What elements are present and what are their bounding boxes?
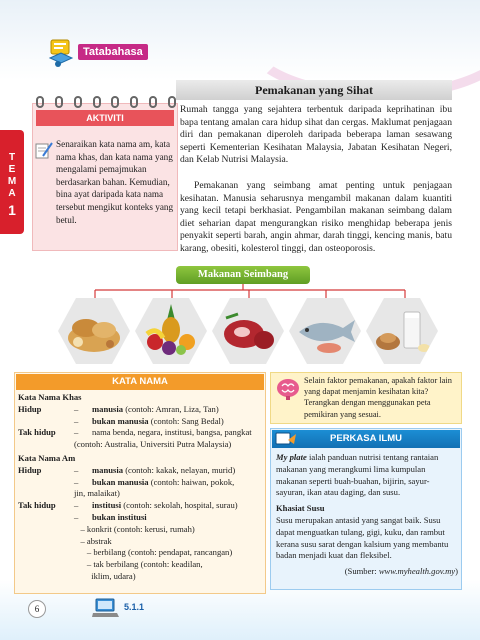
row-label: Tak hidup bbox=[18, 427, 56, 438]
row-dash: – bbox=[74, 415, 79, 426]
tatabahasa-chip: Tatabahasa bbox=[78, 44, 148, 60]
page-number: 6 bbox=[28, 600, 46, 618]
row-dash: – bbox=[74, 464, 79, 475]
kata-nama-row bbox=[18, 559, 264, 571]
brain-icon bbox=[276, 378, 300, 400]
kata-nama-row bbox=[18, 465, 264, 477]
row-dash: – bbox=[74, 500, 79, 511]
source-suffix: ) bbox=[455, 566, 458, 577]
fruits-image bbox=[135, 298, 207, 364]
tab-letter: A bbox=[8, 188, 16, 199]
row-text bbox=[92, 512, 147, 524]
row-text bbox=[74, 488, 120, 500]
row-dash: – bbox=[74, 511, 79, 522]
dairy-nuts-image bbox=[366, 298, 438, 364]
khasiat-susu-title: Khasiat Susu bbox=[276, 503, 325, 514]
row-text bbox=[74, 547, 232, 559]
row-term: manusia bbox=[92, 464, 124, 475]
tema-side-tab bbox=[0, 130, 24, 234]
row-text bbox=[74, 524, 195, 536]
row-example: (contoh: Sang Bedal) bbox=[148, 415, 224, 426]
kata-nama-row bbox=[18, 404, 264, 416]
row-example: jin, malaikat) bbox=[74, 488, 120, 499]
meat-image bbox=[212, 298, 284, 364]
row-dash: – bbox=[74, 427, 79, 438]
kata-nama-khas-title: Kata Nama Khas bbox=[18, 392, 82, 402]
row-example: (contoh: kakak, nelayan, murid) bbox=[123, 464, 236, 475]
row-text bbox=[74, 536, 112, 548]
laptop-icon bbox=[92, 596, 120, 620]
row-text bbox=[92, 416, 224, 428]
kata-nama-row bbox=[18, 571, 264, 583]
row-example: nama benda, negara, institusi, bangsa, pangkat bbox=[92, 427, 252, 438]
perkasa-ilmu-content bbox=[276, 452, 458, 582]
source-prefix: (Sumber: bbox=[344, 566, 379, 577]
kata-nama-row bbox=[18, 477, 264, 489]
row-example: – tak berbilang (contoh: keadilan, bbox=[74, 559, 203, 570]
tab-letter: T bbox=[8, 152, 16, 163]
row-example: (contoh: haiwan, pokok, bbox=[148, 476, 235, 487]
kata-nama-content bbox=[18, 392, 264, 583]
row-text bbox=[92, 465, 235, 477]
balanced-diet-label: Makanan Seimbang bbox=[176, 266, 310, 284]
row-term: institusi bbox=[92, 500, 122, 511]
row-term: manusia bbox=[92, 403, 124, 414]
row-term: bukan manusia bbox=[92, 415, 149, 426]
row-example: – berbilang (contoh: pendapat, rancangan) bbox=[74, 547, 233, 558]
thinking-note-text: Selain faktor pemakanan, apakah faktor lain yang dapat menjamin kesihatan kita? Terangkan dengan menggunakan peta pemikiran yang sesuai. bbox=[304, 376, 452, 419]
perkasa-ilmu-heading: PERKASA ILMU bbox=[272, 430, 460, 448]
row-dash: – bbox=[74, 403, 79, 414]
section-title: Pemakanan yang Sihat bbox=[176, 80, 452, 100]
activity-text: Senaraikan kata nama am, kata nama khas, dan kata nama yang mengalami pemajmukan berdasarkan bahan. Kemudian, bina ayat daripada kata nama tersebut mengikut konteks yang betul. bbox=[56, 139, 174, 225]
kata-nama-row bbox=[18, 427, 264, 439]
khasiat-susu-text: Susu merupakan antasid yang sangat baik. Susu dapat menguatkan tulang, gigi, kuku, dan rambut kerana susu sarat dengan kalsium yang membantu badan menjadi kuat dan fleksibel. bbox=[276, 514, 449, 561]
tab-number: 1 bbox=[8, 202, 16, 218]
row-label: Hidup bbox=[18, 464, 42, 475]
kata-nama-row bbox=[18, 536, 264, 548]
kata-nama-row bbox=[18, 439, 264, 451]
tab-letter: E bbox=[8, 164, 16, 175]
kata-nama-row bbox=[18, 500, 264, 512]
paragraph: Rumah tangga yang sejahtera terbentuk daripada keprihatinan ibu bapa tentang amalan cara hidup sihat dan cergas. Maklumat penjagaan diri dan pemakanan diperoleh daripada beberapa laman sesawang seperti Kementerian Kesihatan Malaysia, Jabatan Kesihatan Negeri, dan Kelab Nutrisi Malaysia. bbox=[180, 104, 452, 166]
kata-nama-row bbox=[18, 488, 264, 500]
row-example: (contoh: sekolah, hospital, surau) bbox=[121, 500, 238, 511]
kata-nama-row bbox=[18, 416, 264, 428]
row-text bbox=[92, 427, 252, 439]
row-label: Tak hidup bbox=[18, 500, 56, 511]
tab-letter: M bbox=[7, 176, 17, 187]
row-text bbox=[74, 439, 231, 451]
source-citation bbox=[276, 566, 458, 578]
row-example: (contoh: Australia, Universiti Putra Malaysia) bbox=[74, 439, 232, 450]
row-example: iklim, udara) bbox=[74, 570, 136, 581]
row-example: – abstrak bbox=[74, 535, 112, 546]
knowledge-icon bbox=[274, 430, 298, 448]
row-text bbox=[92, 477, 234, 489]
row-text bbox=[74, 571, 136, 583]
row-label: Hidup bbox=[18, 403, 42, 414]
paragraph: Pemakanan yang seimbang amat penting untuk penjagaan kesihatan. Manusia seharusnya mengambil makanan dalam kuantiti yang kecil tetapi berkhasiat. Pengambilan makanan seimbang dalam diet seharian dapat mengurangkan risiko menghidap beberapa jenis penyakit seperti barah, angin ahmar, darah tinggi, kencing manis, batu karang, obesiti, kolesterol tinggi, dan osteoporosis. bbox=[180, 180, 452, 254]
row-text bbox=[92, 404, 219, 416]
kata-nama-heading: KATA NAMA bbox=[16, 374, 264, 390]
activity-heading: AKTIVITI bbox=[36, 110, 174, 126]
learning-standard-code: 5.1.1 bbox=[124, 602, 145, 612]
writing-hand-icon bbox=[34, 140, 54, 160]
kata-nama-row bbox=[18, 512, 264, 524]
row-text bbox=[92, 500, 238, 512]
kata-nama-am-title: Kata Nama Am bbox=[18, 452, 76, 463]
my-plate-paragraph bbox=[276, 452, 458, 499]
kata-nama-row bbox=[18, 524, 264, 536]
my-plate-term: My plate bbox=[276, 452, 307, 462]
fish-image bbox=[289, 298, 361, 364]
source-site: www.myhealth.gov.my bbox=[378, 566, 456, 577]
grammar-book-icon bbox=[48, 38, 74, 68]
bread-grains-image bbox=[58, 298, 130, 364]
kata-nama-row bbox=[18, 547, 264, 559]
row-example: – konkrit (contoh: kerusi, rumah) bbox=[74, 523, 195, 534]
row-term: bukan institusi bbox=[92, 511, 147, 522]
my-plate-text: ialah panduan nutrisi tentang rantaian makanan yang merangkumi lima kumpulan makanan seperti buah-buahan, bijirin, sayur-sayuran, ikan atau daging, dan susu. bbox=[276, 452, 439, 498]
food-photos-row bbox=[58, 298, 438, 364]
row-example: (contoh: Amran, Liza, Tan) bbox=[123, 403, 219, 414]
row-text bbox=[74, 559, 203, 571]
row-term: bukan manusia bbox=[92, 476, 149, 487]
binder-rings bbox=[36, 96, 176, 108]
row-dash: – bbox=[74, 476, 79, 487]
